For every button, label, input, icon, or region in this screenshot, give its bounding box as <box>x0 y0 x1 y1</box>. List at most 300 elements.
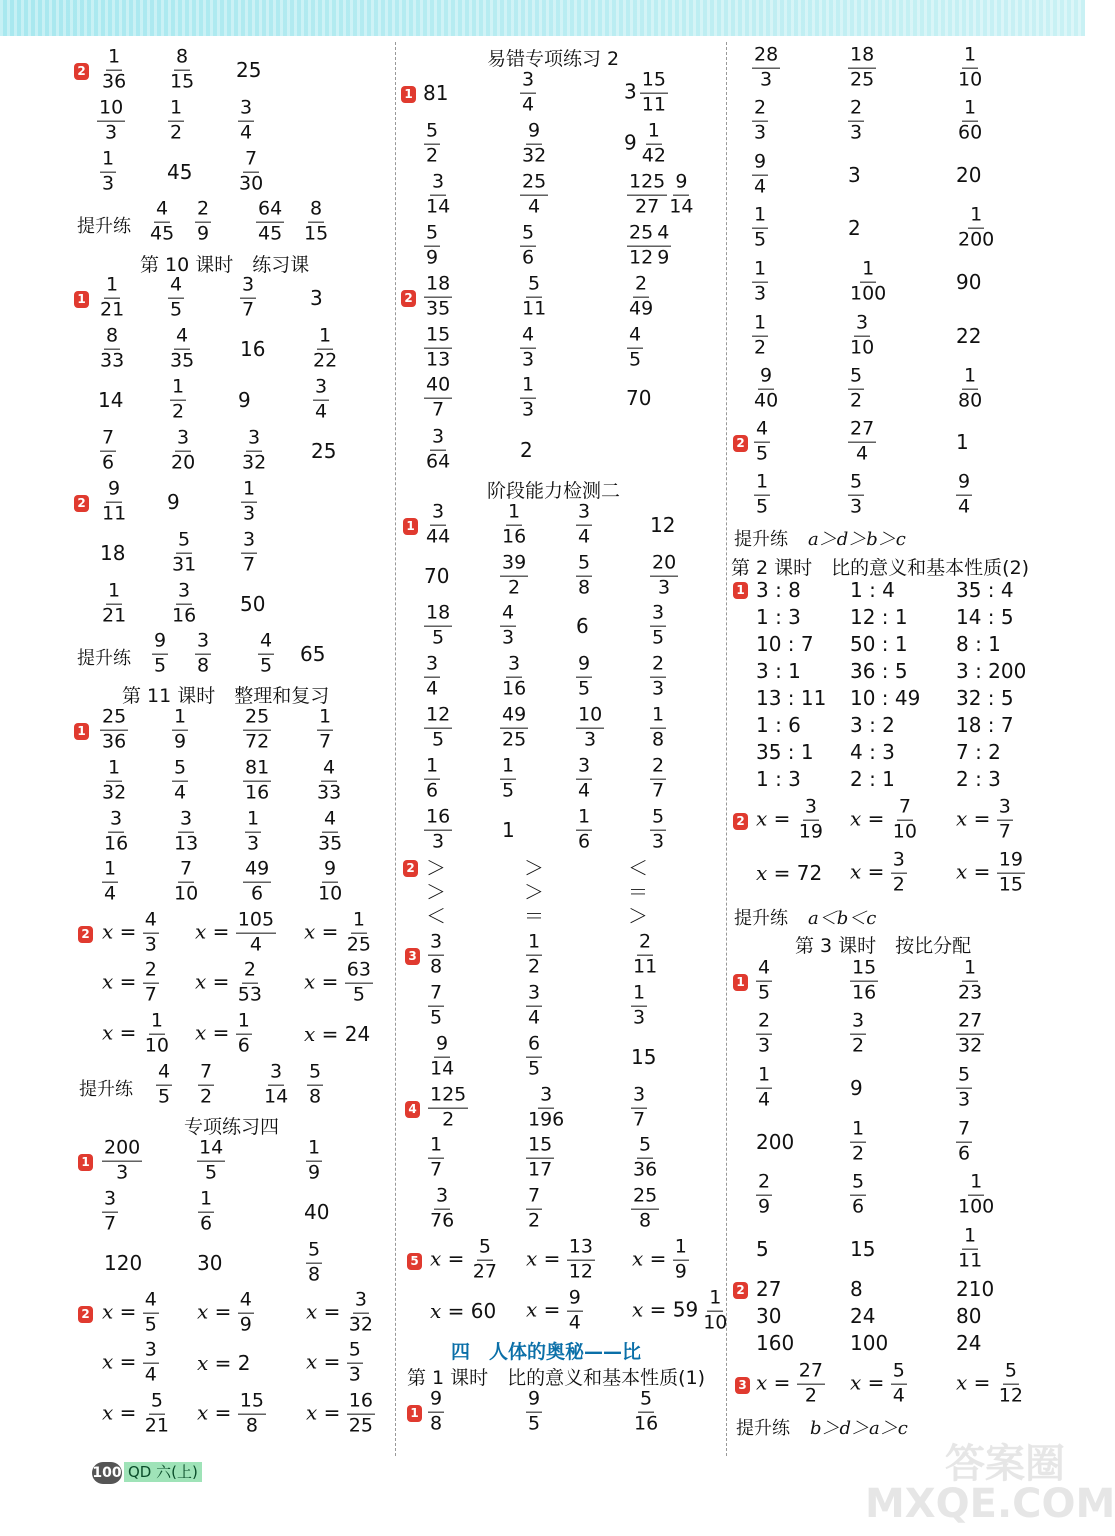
numerator: 1 <box>520 375 536 399</box>
answer-item <box>313 377 329 424</box>
tisheng-label: 提升练 <box>734 908 788 929</box>
numerator: 4 <box>154 199 170 223</box>
answer-item <box>850 1078 863 1098</box>
answer-item <box>520 375 536 422</box>
answer-item <box>956 165 981 185</box>
denominator: 13 <box>174 832 199 855</box>
answer-item <box>756 769 801 789</box>
numerator: 7 <box>897 797 913 821</box>
equation-variable: x <box>956 806 968 831</box>
numerator: 1 <box>172 707 188 731</box>
answer-item <box>424 325 452 372</box>
answer-value: 10 : 49 <box>850 686 921 710</box>
answer-value: 15 <box>850 1237 876 1261</box>
denominator: 11 <box>633 955 658 978</box>
whole-part: 59 <box>672 1297 699 1322</box>
denominator: 3 <box>658 576 671 599</box>
numerator: 16 <box>347 1391 375 1415</box>
numerator: 1 <box>306 1138 322 1162</box>
fraction <box>500 603 516 650</box>
numerator: 3 <box>178 809 194 833</box>
answer-item <box>526 983 542 1030</box>
answer-item <box>956 1011 984 1058</box>
denominator: 6 <box>200 1212 213 1235</box>
answer-item <box>243 859 271 906</box>
answer-item <box>956 205 996 252</box>
equation-variable: x <box>102 919 114 944</box>
answer-item <box>424 223 440 270</box>
mixed-number <box>624 68 668 116</box>
fraction <box>632 1389 660 1436</box>
denominator: 7 <box>652 779 665 802</box>
fraction <box>500 705 528 752</box>
answer-item <box>650 515 675 535</box>
answer-item <box>424 375 452 422</box>
fraction <box>848 419 876 466</box>
answer-item <box>756 1279 781 1299</box>
answer-item <box>576 756 592 803</box>
answer-item <box>428 1085 468 1132</box>
numerator: 1 <box>576 807 592 831</box>
answer-item <box>956 326 981 346</box>
answer-item <box>238 98 254 145</box>
numerator: 4 <box>143 910 159 934</box>
fraction <box>526 1034 542 1081</box>
numerator: 3 <box>430 502 446 526</box>
answer-item <box>241 479 257 526</box>
fraction <box>956 1011 984 1058</box>
answer-value: 15 <box>631 1045 657 1069</box>
answer-item <box>424 502 452 549</box>
fraction <box>650 553 678 600</box>
numerator: 49 <box>243 859 271 883</box>
whole-part: 3 <box>624 79 637 104</box>
fraction <box>500 756 516 803</box>
denominator: 4 <box>754 175 767 198</box>
answer-item <box>311 441 336 461</box>
equals-sign: = <box>113 1020 143 1045</box>
denominator: 72 <box>245 730 270 753</box>
denominator: 5 <box>144 1313 157 1336</box>
equation-variable: x <box>304 919 316 944</box>
fraction <box>143 1290 159 1337</box>
answer-item <box>956 272 981 292</box>
numerator: 1 <box>506 502 522 526</box>
fraction <box>500 502 528 549</box>
answer-value: 22 <box>956 324 982 348</box>
denominator: 14 <box>426 195 451 218</box>
answer-item <box>424 121 440 168</box>
answer-value: 80 <box>956 1304 982 1328</box>
answer-item <box>102 1290 159 1337</box>
denominator: 4 <box>240 121 253 144</box>
relation-text: b＞d＞a＞c <box>810 1418 908 1439</box>
denominator: 12 <box>568 1260 593 1283</box>
answer-item <box>310 288 323 308</box>
answer-value: 40 <box>304 1200 330 1224</box>
numerator: 27 <box>797 1361 825 1385</box>
denominator: 22 <box>313 349 338 372</box>
denominator: 11 <box>958 1249 983 1272</box>
numerator: 1 <box>198 1189 214 1213</box>
equation-variable: x <box>304 1022 316 1046</box>
denominator: 16 <box>104 832 129 855</box>
denominator: 5 <box>432 728 445 751</box>
denominator: 2 <box>508 576 521 599</box>
denominator: 45 <box>258 222 283 245</box>
denominator: 19 <box>798 820 823 843</box>
equals-sign: = <box>861 1370 891 1395</box>
equals-sign: = <box>643 1297 673 1322</box>
numerator: 10 <box>576 705 604 729</box>
fraction <box>576 807 592 854</box>
answer-item <box>428 1389 444 1436</box>
denominator: 4 <box>522 93 535 116</box>
answer-value: 16 <box>240 337 266 361</box>
answer-item <box>524 858 544 878</box>
fraction <box>98 326 126 373</box>
answer-item <box>752 45 780 92</box>
watermark-logo: 答案圈 MXQE.COM <box>865 1441 1115 1527</box>
numerator: 3 <box>102 1189 118 1213</box>
tisheng-label: 提升练 <box>79 1079 133 1100</box>
numerator: 7 <box>100 428 116 452</box>
fraction <box>262 1062 290 1109</box>
numerator: 6 <box>526 1034 542 1058</box>
denominator: 21 <box>100 298 125 321</box>
answer-item <box>424 427 452 474</box>
question-number-badge: 2 <box>733 1282 748 1299</box>
answer-item <box>102 910 159 957</box>
answer-value: 1 : 6 <box>756 713 801 737</box>
numerator: 3 <box>997 797 1013 821</box>
answer-value: 3 <box>310 286 323 310</box>
numerator: 64 <box>256 199 284 223</box>
denominator: 4 <box>578 525 591 548</box>
answer-value: 20 <box>956 163 982 187</box>
denominator: 7 <box>242 298 255 321</box>
numerator: 1 <box>673 1237 689 1261</box>
equation-variable: x <box>306 1349 318 1374</box>
answer-item <box>524 882 544 902</box>
denominator: 3 <box>502 626 515 649</box>
numerator: 9 <box>434 1034 450 1058</box>
answer-item <box>576 553 592 600</box>
numerator: 4 <box>520 325 536 349</box>
equals-sign: = <box>537 1246 567 1271</box>
answer-item <box>628 882 648 902</box>
numerator: 5 <box>638 1389 654 1413</box>
denominator: 9 <box>674 1260 687 1283</box>
equals-sign: = <box>537 1297 567 1322</box>
denominator: 5 <box>754 228 767 251</box>
numerator: 105 <box>236 910 276 934</box>
numerator: 4 <box>258 631 274 655</box>
answer-item <box>198 1189 214 1236</box>
answer-item <box>304 1024 370 1044</box>
equals-sign: = <box>113 1400 143 1425</box>
denominator: 12 <box>629 246 654 269</box>
fraction <box>891 1361 907 1408</box>
denominator: 4 <box>315 400 328 423</box>
denominator: 6 <box>251 882 264 905</box>
answer-item <box>956 958 984 1005</box>
equals-sign: = <box>113 1299 143 1324</box>
denominator: 16 <box>634 1412 659 1435</box>
question-number-badge: 1 <box>733 974 748 991</box>
answer-item <box>243 758 271 805</box>
fraction <box>428 1389 444 1436</box>
answer-item <box>195 1011 252 1058</box>
answer-item <box>316 859 344 906</box>
denominator: 4 <box>249 933 262 956</box>
answer-item <box>631 932 659 979</box>
answer-item <box>850 1239 875 1259</box>
fraction <box>168 275 184 322</box>
numerator: 5 <box>956 1065 972 1089</box>
equation-variable: x <box>850 1370 862 1395</box>
fraction <box>238 98 254 145</box>
fraction <box>752 313 768 360</box>
fraction <box>627 274 655 321</box>
denominator: 2 <box>850 389 863 412</box>
fraction <box>198 1062 214 1109</box>
equals-sign: = <box>967 859 997 884</box>
answer-item <box>428 932 444 979</box>
denominator: 45 <box>150 222 175 245</box>
answer-item <box>300 644 325 664</box>
fraction <box>850 1011 866 1058</box>
denominator: 2 <box>754 336 767 359</box>
denominator: 7 <box>998 820 1011 843</box>
answer-item <box>102 960 159 1007</box>
equation-variable: x <box>526 1297 538 1322</box>
answer-item <box>956 1333 981 1353</box>
denominator: 3 <box>243 502 256 525</box>
fraction <box>143 910 159 957</box>
answer-value: 36 : 5 <box>850 659 908 683</box>
answer-value: 12 <box>650 513 676 537</box>
answer-item <box>169 428 197 475</box>
fraction <box>170 581 198 628</box>
denominator: 16 <box>245 781 270 804</box>
fraction <box>197 1138 225 1185</box>
fraction <box>997 797 1013 844</box>
fraction <box>956 958 984 1005</box>
fraction <box>631 932 659 979</box>
numerator: 3 <box>506 654 522 678</box>
answer-item <box>241 530 257 577</box>
equation-variable: x <box>850 806 862 831</box>
fraction <box>650 756 666 803</box>
answer-item <box>650 705 666 752</box>
denominator: 3 <box>754 282 767 305</box>
denominator: 5 <box>578 677 591 700</box>
answer-value: 70 <box>424 564 450 588</box>
answer-item <box>631 1186 659 1233</box>
denominator: 3 <box>958 1088 971 1111</box>
answer-item <box>306 1391 375 1438</box>
answer-value: 12 : 1 <box>850 605 908 629</box>
answer-item <box>195 199 211 246</box>
answer-item <box>172 758 188 805</box>
answer-item <box>956 1226 984 1273</box>
answer-item <box>850 1011 866 1058</box>
book-label: QD 六(上) <box>124 1462 202 1482</box>
fraction <box>520 172 548 219</box>
numerator: 5 <box>149 1391 165 1415</box>
question-number-badge: 1 <box>74 291 89 308</box>
fraction <box>302 199 330 246</box>
answer-item <box>526 1288 583 1335</box>
denominator: 11 <box>641 93 666 116</box>
numerator: 20 <box>650 553 678 577</box>
fraction <box>752 98 768 145</box>
answer-item <box>627 274 655 321</box>
fraction <box>168 98 184 145</box>
answer-value: 30 <box>197 1251 223 1275</box>
fraction <box>756 1011 772 1058</box>
answer-item <box>848 366 864 413</box>
mixed-number <box>624 119 668 167</box>
answer-item <box>956 472 972 519</box>
answer-item <box>756 1172 772 1219</box>
equals-sign: = <box>967 1370 997 1395</box>
answer-value: 100 <box>850 1331 889 1355</box>
denominator: 4 <box>528 1006 541 1029</box>
answer-item <box>197 1353 251 1373</box>
fraction <box>956 45 984 92</box>
numerator: 5 <box>176 530 192 554</box>
numerator: 1 <box>106 47 122 71</box>
question-number-badge: 1 <box>401 86 416 103</box>
answer-item <box>628 906 648 926</box>
fraction <box>102 1138 142 1185</box>
fraction <box>754 419 770 466</box>
answer-item <box>752 205 768 252</box>
fraction <box>956 98 984 145</box>
answer-value: 9 <box>238 388 251 412</box>
answer-item <box>424 756 440 803</box>
fraction <box>97 98 125 145</box>
answer-item <box>756 1011 772 1058</box>
denominator: 2 <box>170 121 183 144</box>
fraction <box>627 325 643 372</box>
answer-item <box>172 707 188 754</box>
denominator: 3 <box>850 495 863 518</box>
answer-item <box>756 1361 825 1408</box>
answer-item <box>850 1306 875 1326</box>
fraction <box>756 958 772 1005</box>
answer-item <box>631 983 647 1030</box>
answer-item <box>102 859 118 906</box>
equals-sign: = <box>767 861 797 885</box>
denominator: 10 <box>892 820 917 843</box>
answer-item <box>756 661 801 681</box>
denominator: 2 <box>528 955 541 978</box>
numerator: 1 <box>168 98 184 122</box>
numerator: 5 <box>850 1172 866 1196</box>
answer-value: 7 : 2 <box>956 740 1001 764</box>
answer-item <box>756 958 772 1005</box>
fraction <box>526 1389 542 1436</box>
numerator: 2 <box>242 960 258 984</box>
answer-value: ＝ <box>628 880 648 904</box>
answer-item <box>628 858 648 878</box>
numerator: 1 <box>102 859 118 883</box>
fraction <box>576 502 592 549</box>
fraction <box>891 797 919 844</box>
question-number-badge: 2 <box>74 63 89 80</box>
denominator: 7 <box>104 1212 117 1235</box>
denominator: 23 <box>958 981 983 1004</box>
denominator: 8 <box>308 1263 321 1286</box>
answer-value: ＞ <box>426 880 446 904</box>
answer-value: 35 : 1 <box>756 740 814 764</box>
denominator: 20 <box>171 451 196 474</box>
answer-item <box>98 390 123 410</box>
denominator: 9 <box>308 1161 321 1184</box>
fraction <box>500 553 528 600</box>
numerator: 4 <box>174 326 190 350</box>
answer-item <box>195 631 211 678</box>
denominator: 13 <box>426 348 451 371</box>
numerator: 2 <box>633 274 649 298</box>
denominator: 31 <box>172 553 197 576</box>
numerator: 1 <box>317 707 333 731</box>
denominator: 7 <box>430 1158 443 1181</box>
denominator: 10 <box>958 68 983 91</box>
fraction <box>236 960 264 1007</box>
fraction <box>627 223 655 270</box>
answer-item <box>426 906 446 926</box>
fraction <box>172 859 200 906</box>
answer-value: 1 <box>502 818 515 842</box>
fraction <box>997 850 1025 897</box>
answer-item <box>848 419 876 466</box>
fraction <box>956 366 984 413</box>
numerator: 1 <box>962 366 978 390</box>
denominator: 3 <box>105 121 118 144</box>
answer-item <box>240 594 265 614</box>
equation-variable: x <box>430 1299 442 1323</box>
numerator: 3 <box>175 428 191 452</box>
numerator: 3 <box>650 603 666 627</box>
answer-item <box>956 366 984 413</box>
answer-value: 1 : 3 <box>756 767 801 791</box>
denominator: 4 <box>568 1311 581 1334</box>
answer-value: 81 <box>423 81 449 105</box>
fraction <box>848 259 888 306</box>
fraction <box>428 1034 456 1081</box>
answer-value: 10 : 7 <box>756 632 814 656</box>
numerator: 3 <box>576 756 592 780</box>
fraction <box>848 313 876 360</box>
answer-item <box>756 634 814 654</box>
equation-variable: x <box>102 969 114 994</box>
numerator: 13 <box>567 1237 595 1261</box>
answer-item <box>430 1237 499 1284</box>
denominator: 64 <box>426 450 451 473</box>
answer-item <box>850 1172 866 1219</box>
denominator: 2 <box>442 1108 455 1131</box>
numerator: 9 <box>758 366 774 390</box>
fraction <box>240 428 268 475</box>
answer-item <box>624 70 668 117</box>
question-number-badge: 4 <box>405 1101 420 1118</box>
numerator: 9 <box>673 172 689 196</box>
answer-value: ＞ <box>628 904 648 928</box>
